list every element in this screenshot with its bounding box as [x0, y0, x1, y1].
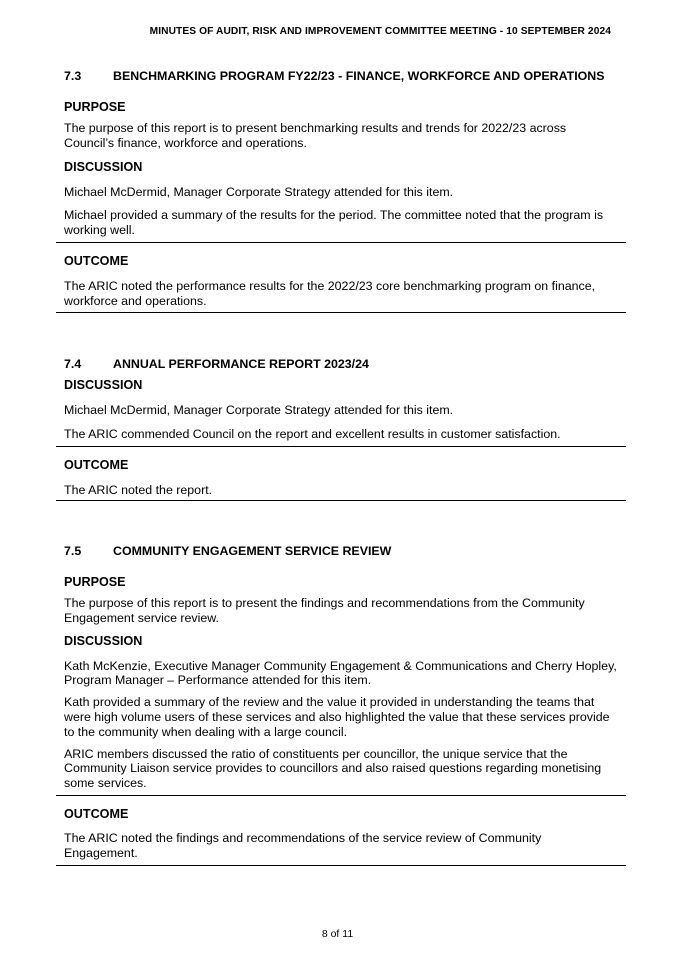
- discussion-paragraph: Michael McDermid, Manager Corporate Strategy attended for this item.: [64, 184, 454, 199]
- discussion-paragraph: Kath provided a summary of the review and the value it provided in understanding the teams that were high volume users of these services and also highlighted the value that these services provide to the community when dealing with a large council.: [64, 695, 610, 739]
- section-title: COMMUNITY ENGAGEMENT SERVICE REVIEW: [113, 543, 392, 558]
- section-number: 7.4: [64, 356, 82, 371]
- outcome-text: The ARIC noted the findings and recommendations of the service review of Community Engagement.: [64, 830, 542, 860]
- purpose-text: The purpose of this report is to present the findings and recommendations from the Community Engagement service review.: [64, 595, 585, 625]
- page-content: [64, 69, 618, 866]
- divider: [56, 795, 626, 796]
- section-heading-7-4: [64, 357, 618, 372]
- outcome-heading: OUTCOME: [64, 253, 129, 268]
- divider: [56, 312, 626, 313]
- outcome-heading: OUTCOME: [64, 806, 129, 821]
- purpose-heading: PURPOSE: [64, 574, 126, 589]
- divider: [56, 500, 626, 501]
- section-number: 7.3: [64, 69, 82, 83]
- discussion-heading: DISCUSSION: [64, 633, 143, 648]
- divider: [56, 242, 626, 243]
- section-title: BENCHMARKING PROGRAM FY22/23 - FINANCE, WORKFORCE AND OPERATIONS: [113, 69, 605, 83]
- discussion-heading: DISCUSSION: [64, 377, 143, 392]
- running-header: MINUTES OF AUDIT, RISK AND IMPROVEMENT COMMITTEE MEETING - 10 SEPTEMBER 2024: [149, 26, 611, 37]
- discussion-heading: DISCUSSION: [64, 159, 143, 174]
- outcome-text: The ARIC noted the report.: [64, 483, 213, 498]
- discussion-paragraph: Michael provided a summary of the results for the period. The committee noted that the program is working well.: [64, 208, 604, 238]
- discussion-paragraph: The ARIC commended Council on the report and excellent results in customer satisfaction.: [64, 427, 561, 442]
- section-number: 7.5: [64, 543, 82, 558]
- section-heading-7-5: [64, 544, 618, 559]
- divider: [56, 865, 626, 866]
- section-title: ANNUAL PERFORMANCE REPORT 2023/24: [113, 356, 369, 371]
- discussion-paragraph: Kath McKenzie, Executive Manager Community Engagement & Communications and Cherry Hopley, Program Manager – Performance attended for this item.: [64, 658, 617, 688]
- section-heading-7-3: [64, 69, 618, 84]
- purpose-text: The purpose of this report is to present benchmarking results and trends for 2022/23 across Council’s finance, workforce and operations.: [64, 121, 567, 150]
- outcome-text: The ARIC noted the performance results for the 2022/23 core benchmarking program on finance, workforce and operations.: [64, 278, 596, 308]
- discussion-paragraph: Michael McDermid, Manager Corporate Strategy attended for this item.: [64, 402, 454, 417]
- page-number: 8 of 11: [321, 928, 354, 940]
- purpose-heading: PURPOSE: [64, 100, 126, 114]
- discussion-paragraph: ARIC members discussed the ratio of constituents per councillor, the unique service that the Community Liaison service provides to councillors and also raised questions regarding monetising some services.: [64, 746, 602, 791]
- outcome-heading: OUTCOME: [64, 458, 129, 473]
- divider: [56, 446, 626, 447]
